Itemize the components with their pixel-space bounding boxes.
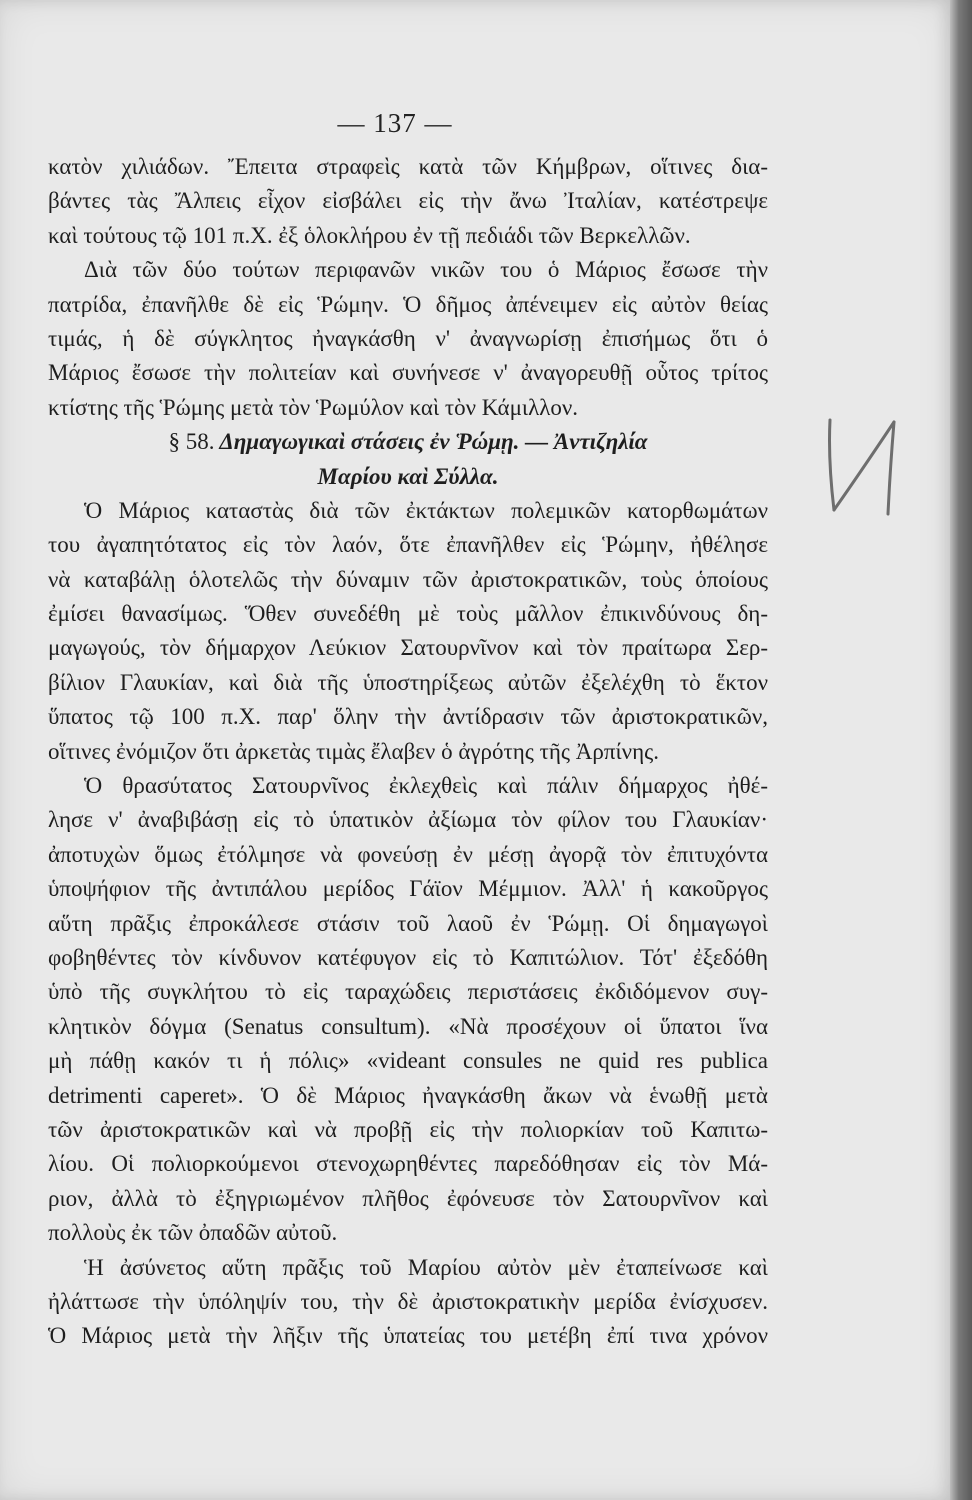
text-line: Διὰ τῶν δύο τούτων περιφανῶν νικῶν του ὁ Μάριος ἔσωσε τὴν	[84, 257, 768, 283]
text-line: κατὸν χιλιάδων. Ἔπειτα στραφεὶς κατὰ τῶν Κήμβρων, οἵτινες δια-	[48, 154, 768, 179]
text-line: μὴ πάθῃ κακόν τι ἡ πόλις» «videant consules ne quid res publica	[48, 1048, 768, 1074]
text-line: πολλοὺς ἐκ τῶν ὀπαδῶν αὐτοῦ.	[48, 1220, 338, 1246]
section-title-line2: Μαρίου καὶ Σύλλα.	[317, 463, 499, 489]
page-edge	[950, 0, 972, 1500]
text-line: Μάριος ἔσωσε τὴν πολιτείαν καὶ συνήνεσε ν' ἀναγορευθῇ οὗτος τρίτος	[48, 360, 768, 386]
text-line: Ὁ Μάριος μετὰ τὴν λῆξιν τῆς ὑπατείας του μετέβη ἐπί τινα χρόνον	[48, 1323, 768, 1349]
text-line: Ὁ Μάριος καταστὰς διὰ τῶν ἐκτάκτων πολεμικῶν κατορθωμάτων	[84, 497, 768, 523]
text-line: κλητικὸν δόγμα (Senatus consultum). «Νὰ προσέχουν οἱ ὕπατοι ἵνα	[48, 1013, 768, 1039]
section-heading	[48, 425, 768, 459]
text-line: τιμάς, ἡ δὲ σύγκλητος ἠναγκάσθη ν' ἀναγνωρίσῃ ἐπισήμως ὅτι ὁ	[48, 325, 768, 351]
page-number: — 137 —	[337, 108, 453, 138]
text-line: αὕτη πρᾶξις ἐπροκάλεσε στάσιν τοῦ λαοῦ ἐν Ῥώμῃ. Οἱ δημαγωγοὶ	[48, 910, 768, 936]
text-line: ριον, ἀλλὰ τὸ ἐξηγριωμένον πλῆθος ἐφόνευσε τὸν Σατουρνῖνον καὶ	[48, 1185, 768, 1211]
text-line: του ἀγαπητότατος εἰς τὸν λαόν, ὅτε ἐπανῆλθεν εἰς Ῥώμην, ἠθέλησε	[48, 532, 768, 558]
text-line: φοβηθέντες τὸν κίνδυνον κατέφυγον εἰς τὸ Καπιτώλιον. Τότ' ἐξεδόθη	[48, 944, 768, 970]
text-line: νὰ καταβάλῃ ὁλοτελῶς τὴν δύναμιν τῶν ἀριστοκρατικῶν, τοὺς ὁποίους	[48, 566, 768, 592]
handwritten-mark-icon	[822, 410, 902, 520]
text-line: πατρίδα, ἐπανῆλθε δὲ εἰς Ῥώμην. Ὁ δῆμος ἀπένειμεν εἰς αὐτὸν θείας	[48, 291, 768, 317]
text-line: καὶ τούτους τῷ 101 π.Χ. ἐξ ὁλοκλήρου ἐν τῇ πεδιάδι τῶν Βερκελλῶν.	[48, 222, 691, 248]
text-line: ἐμίσει θανασίμως. Ὅθεν συνεδέθη μὲ τοὺς μᾶλλον ἐπικινδύνους δη-	[48, 601, 768, 627]
text-line: μαγωγούς, τὸν δήμαρχον Λεύκιον Σατουρνῖνον καὶ τὸν πραίτωρα Σερ-	[48, 635, 768, 661]
text-line: οἵτινες ἐνόμιζον ὅτι ἀρκετὰς τιμὰς ἔλαβεν ὁ ἀγρότης τῆς Ἀρπίνης.	[48, 738, 659, 764]
text-line: detrimenti caperet». Ὁ δὲ Μάριος ἠναγκάσθη ἄκων νὰ ἑνωθῇ μετὰ	[48, 1082, 768, 1108]
text-line: βίλιον Γλαυκίαν, καὶ διὰ τῆς ὑποστηρίξεως αὐτῶν ἐξελέχθη τὸ ἕκτον	[48, 669, 768, 695]
text-line: ὕπατος τῷ 100 π.Χ. παρ' ὅλην τὴν ἀντίδρασιν τῶν ἀριστοκρατικῶν,	[48, 704, 768, 730]
text-line: ἠλάττωσε τὴν ὑπόληψίν του, τὴν δὲ ἀριστοκρατικὴν μερίδα ἐνίσχυσεν.	[48, 1288, 768, 1314]
section-title-line1: Δημαγωγικαὶ στάσεις ἐν Ῥώμῃ. — Ἀντιζηλία	[219, 429, 648, 455]
text-line: λίου. Οἱ πολιορκούμενοι στενοχωρηθέντες παρεδόθησαν εἰς τὸν Μά-	[48, 1151, 768, 1177]
section-number: § 58.	[168, 429, 215, 455]
text-line: Ἡ ἀσύνετος αὕτη πρᾶξις τοῦ Μαρίου αὐτὸν μὲν ἐταπείνωσε καὶ	[84, 1254, 768, 1280]
text-line: ἀποτυχὼν ὅμως ἐτόλμησε νὰ φονεύσῃ ἐν μέσῃ ἀγορᾷ τὸν ἐπιτυχόντα	[48, 841, 768, 867]
text-line: βάντες τὰς Ἄλπεις εἶχον εἰσβάλει εἰς τὴν ἄνω Ἰταλίαν, κατέστρεψε	[48, 188, 768, 214]
text-line: ὑπὸ τῆς συγκλήτου τὸ εἰς ταραχώδεις περιστάσεις ἐκδιδόμενον συγ-	[48, 979, 768, 1005]
text-line: κτίστης τῆς Ῥώμης μετὰ τὸν Ῥωμύλον καὶ τὸν Κάμιλλον.	[48, 394, 579, 420]
text-line: ὑποψήφιον τῆς ἀντιπάλου μερίδος Γάϊον Μέμμιον. Ἀλλ' ἡ κακοῦργος	[48, 876, 768, 902]
text-line: τῶν ἀριστοκρατικῶν καὶ νὰ προβῇ εἰς τὴν πολιορκίαν τοῦ Καπιτω-	[48, 1116, 768, 1142]
text-line: Ὁ θρασύτατος Σατουρνῖνος ἐκλεχθεὶς καὶ πάλιν δήμαρχος ἠθέ-	[84, 773, 768, 799]
page-text	[48, 150, 768, 1354]
text-line: λησε ν' ἀναβιβάσῃ εἰς τὸ ὑπατικὸν ἀξίωμα τὸν φίλον του Γλαυκίαν·	[48, 807, 768, 833]
